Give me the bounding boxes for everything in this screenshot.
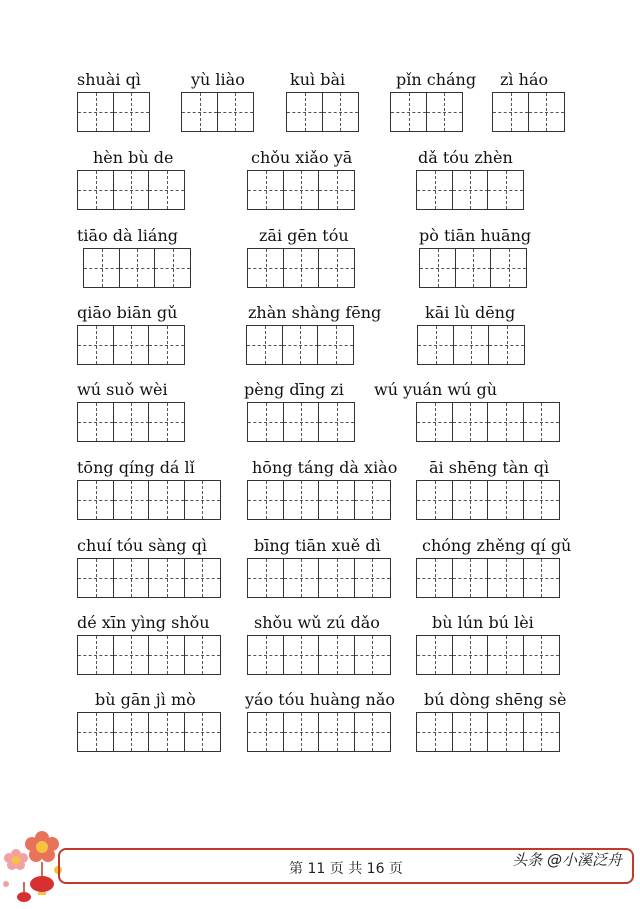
tianzige-cell[interactable] — [154, 248, 191, 288]
pinyin-label: pò tiān huāng — [419, 226, 532, 245]
tianzige-cell[interactable] — [318, 712, 355, 752]
tianzige-cell[interactable] — [488, 325, 525, 365]
tianzige-cell[interactable] — [452, 170, 489, 210]
pinyin-label: āi shēng tàn qì — [429, 458, 550, 477]
tianzige-cell[interactable] — [148, 712, 185, 752]
tianzige-cell[interactable] — [77, 635, 114, 675]
tianzige-cell[interactable] — [318, 635, 355, 675]
pinyin-label: chuí tóu sàng qì — [77, 536, 207, 555]
pinyin-label: dǎ tóu zhèn — [418, 148, 513, 167]
tianzige-cell[interactable] — [523, 480, 560, 520]
tianzige-cell[interactable] — [113, 480, 150, 520]
tianzige-cell[interactable] — [283, 480, 320, 520]
pinyin-label: hōng táng dà xiào — [252, 458, 398, 477]
tianzige-cell[interactable] — [77, 170, 114, 210]
tianzige-cell[interactable] — [286, 92, 323, 132]
writing-grid — [77, 480, 219, 520]
pinyin-label: pèng dīng zi — [244, 380, 344, 399]
tianzige-cell[interactable] — [247, 248, 284, 288]
pinyin-label: hèn bù de — [93, 148, 174, 167]
tianzige-cell[interactable] — [113, 712, 150, 752]
tianzige-cell[interactable] — [455, 248, 492, 288]
tianzige-cell[interactable] — [416, 480, 453, 520]
pinyin-label: chóng zhěng qí gǔ — [422, 536, 572, 555]
writing-grid — [247, 170, 354, 210]
writing-grid — [83, 248, 190, 288]
writing-grid — [247, 402, 354, 442]
pinyin-label: tiāo dà liáng — [77, 226, 178, 245]
tianzige-cell[interactable] — [487, 480, 524, 520]
tianzige-cell[interactable] — [523, 712, 560, 752]
tianzige-cell[interactable] — [247, 402, 284, 442]
pinyin-label: chǒu xiǎo yā — [251, 148, 353, 167]
writing-grid — [419, 248, 526, 288]
tianzige-cell[interactable] — [416, 558, 453, 598]
tianzige-cell[interactable] — [354, 712, 391, 752]
tianzige-cell[interactable] — [77, 558, 114, 598]
tianzige-cell[interactable] — [247, 558, 284, 598]
tianzige-cell[interactable] — [487, 402, 524, 442]
writing-grid — [416, 170, 523, 210]
writing-grid — [77, 712, 219, 752]
tianzige-cell[interactable] — [523, 558, 560, 598]
writing-grid — [247, 558, 389, 598]
tianzige-cell[interactable] — [119, 248, 156, 288]
pinyin-label: dé xīn yìng shǒu — [77, 613, 210, 632]
writing-grid — [247, 712, 389, 752]
tianzige-cell[interactable] — [77, 712, 114, 752]
tianzige-cell[interactable] — [247, 635, 284, 675]
tianzige-cell[interactable] — [487, 635, 524, 675]
tianzige-cell[interactable] — [528, 92, 565, 132]
tianzige-cell[interactable] — [77, 92, 114, 132]
writing-grid — [246, 325, 353, 365]
tianzige-cell[interactable] — [426, 92, 463, 132]
writing-grid — [247, 480, 389, 520]
writing-grid — [416, 402, 558, 442]
tianzige-cell[interactable] — [452, 480, 489, 520]
writing-grid — [77, 402, 184, 442]
tianzige-cell[interactable] — [416, 170, 453, 210]
tianzige-cell[interactable] — [247, 480, 284, 520]
tianzige-cell[interactable] — [317, 325, 354, 365]
tianzige-cell[interactable] — [283, 635, 320, 675]
tianzige-cell[interactable] — [490, 248, 527, 288]
pinyin-label: bú dòng shēng sè — [424, 690, 567, 709]
tianzige-cell[interactable] — [113, 325, 150, 365]
tianzige-cell[interactable] — [184, 558, 221, 598]
tianzige-cell[interactable] — [452, 558, 489, 598]
tianzige-cell[interactable] — [416, 635, 453, 675]
writing-grid — [77, 92, 148, 132]
tianzige-cell[interactable] — [77, 325, 114, 365]
writing-grid — [247, 248, 354, 288]
pinyin-label: tōng qíng dá lǐ — [77, 458, 195, 477]
watermark: 头条 @小溪泛舟 — [512, 851, 622, 869]
page-footer — [58, 848, 634, 884]
tianzige-cell[interactable] — [318, 480, 355, 520]
tianzige-cell[interactable] — [492, 92, 529, 132]
tianzige-cell[interactable] — [83, 248, 120, 288]
tianzige-cell[interactable] — [354, 480, 391, 520]
writing-grid — [247, 635, 389, 675]
tianzige-cell[interactable] — [453, 325, 490, 365]
tianzige-cell[interactable] — [487, 170, 524, 210]
tianzige-cell[interactable] — [113, 635, 150, 675]
pinyin-label: yù liào — [191, 70, 245, 89]
pinyin-label: yáo tóu huàng nǎo — [245, 690, 396, 709]
tianzige-cell[interactable] — [487, 558, 524, 598]
tianzige-cell[interactable] — [283, 402, 320, 442]
tianzige-cell[interactable] — [77, 480, 114, 520]
pinyin-label: bù gān jì mò — [95, 690, 196, 709]
tianzige-cell[interactable] — [283, 558, 320, 598]
tianzige-cell[interactable] — [184, 712, 221, 752]
writing-grid — [77, 635, 219, 675]
tianzige-cell[interactable] — [487, 712, 524, 752]
tianzige-cell[interactable] — [247, 170, 284, 210]
writing-grid — [77, 170, 184, 210]
writing-grid — [77, 325, 184, 365]
tianzige-cell[interactable] — [283, 248, 320, 288]
tianzige-cell[interactable] — [181, 92, 218, 132]
writing-grid — [77, 558, 219, 598]
writing-grid — [181, 92, 252, 132]
writing-grid — [416, 712, 558, 752]
tianzige-cell[interactable] — [217, 92, 254, 132]
tianzige-cell[interactable] — [283, 170, 320, 210]
tianzige-cell[interactable] — [417, 325, 454, 365]
tianzige-cell[interactable] — [318, 248, 355, 288]
tianzige-cell[interactable] — [390, 92, 427, 132]
tianzige-cell[interactable] — [113, 558, 150, 598]
tianzige-cell[interactable] — [184, 480, 221, 520]
pinyin-label: shǒu wǔ zú dǎo — [254, 613, 380, 632]
tianzige-cell[interactable] — [452, 635, 489, 675]
writing-grid — [416, 480, 558, 520]
writing-grid — [390, 92, 461, 132]
tianzige-cell[interactable] — [523, 635, 560, 675]
pinyin-label: zì háo — [500, 70, 549, 89]
pinyin-label: qiāo biān gǔ — [77, 303, 178, 322]
tianzige-cell[interactable] — [148, 480, 185, 520]
pinyin-label: bù lún bú lèi — [432, 613, 534, 632]
pinyin-label: kāi lù dēng — [425, 303, 516, 322]
page-number: 第 11 页 共 16 页 — [289, 861, 403, 877]
writing-grid — [416, 558, 558, 598]
pinyin-label: kuì bài — [290, 70, 346, 89]
pinyin-label: pǐn cháng — [396, 70, 477, 89]
tianzige-cell[interactable] — [523, 402, 560, 442]
tianzige-cell[interactable] — [148, 325, 185, 365]
tianzige-cell[interactable] — [452, 712, 489, 752]
tianzige-cell[interactable] — [354, 635, 391, 675]
tianzige-cell[interactable] — [416, 712, 453, 752]
tianzige-cell[interactable] — [322, 92, 359, 132]
tianzige-cell[interactable] — [416, 402, 453, 442]
tianzige-cell[interactable] — [246, 325, 283, 365]
pinyin-label: zhàn shàng fēng — [248, 303, 382, 322]
tianzige-cell[interactable] — [354, 558, 391, 598]
tianzige-cell[interactable] — [77, 402, 114, 442]
tianzige-cell[interactable] — [148, 558, 185, 598]
tianzige-cell[interactable] — [148, 170, 185, 210]
tianzige-cell[interactable] — [184, 635, 221, 675]
tianzige-cell[interactable] — [452, 402, 489, 442]
tianzige-cell[interactable] — [318, 170, 355, 210]
tianzige-cell[interactable] — [148, 635, 185, 675]
tianzige-cell[interactable] — [113, 402, 150, 442]
pinyin-label: zāi gēn tóu — [259, 226, 349, 245]
pinyin-label: shuài qì — [77, 70, 141, 89]
tianzige-cell[interactable] — [419, 248, 456, 288]
tianzige-cell[interactable] — [318, 402, 355, 442]
writing-grid — [286, 92, 357, 132]
tianzige-cell[interactable] — [318, 558, 355, 598]
pinyin-label: wú suǒ wèi — [77, 380, 168, 399]
writing-grid — [492, 92, 563, 132]
tianzige-cell[interactable] — [247, 712, 284, 752]
tianzige-cell[interactable] — [113, 170, 150, 210]
writing-grid — [417, 325, 524, 365]
pinyin-label: bīng tiān xuě dì — [254, 536, 381, 555]
tianzige-cell[interactable] — [113, 92, 150, 132]
tianzige-cell[interactable] — [282, 325, 319, 365]
tianzige-cell[interactable] — [283, 712, 320, 752]
writing-grid — [416, 635, 558, 675]
tianzige-cell[interactable] — [148, 402, 185, 442]
pinyin-label: wú yuán wú gù — [374, 380, 497, 399]
